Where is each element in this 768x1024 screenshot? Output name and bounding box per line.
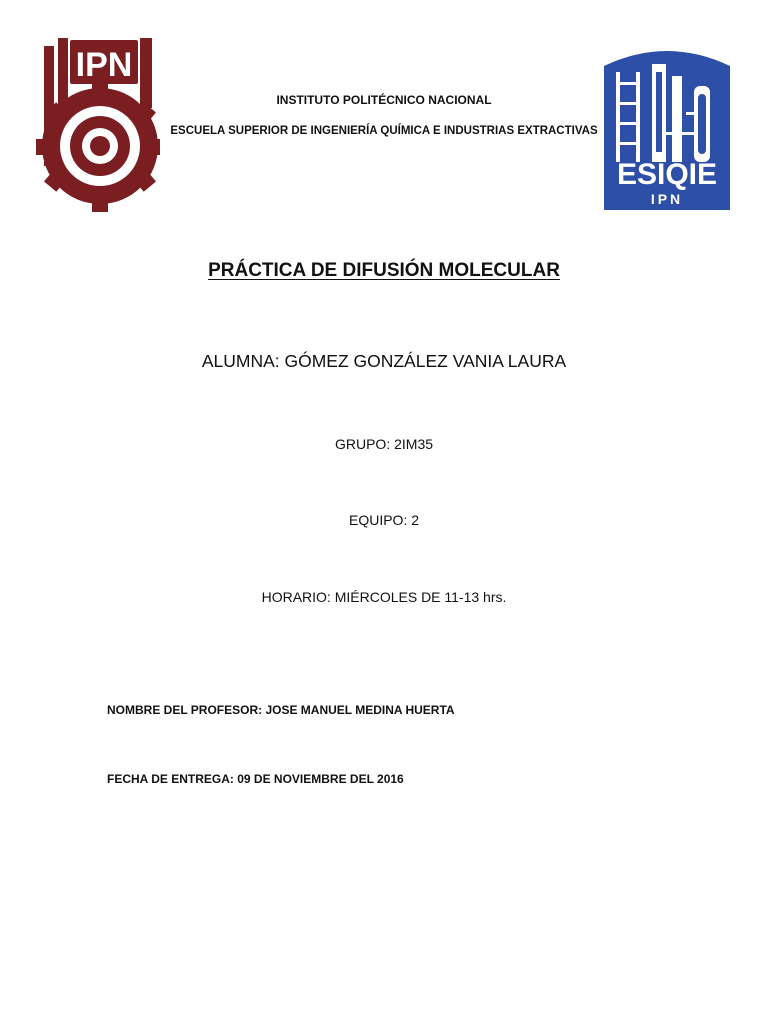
student-name: ALUMNA: GÓMEZ GONZÁLEZ VANIA LAURA xyxy=(201,351,567,371)
delivery-date: FECHA DE ENTREGA: 09 DE NOVIEMBRE DEL 2016 xyxy=(107,772,404,786)
team-label: EQUIPO: 2 xyxy=(348,512,420,528)
schedule-label: HORARIO: MIÉRCOLES DE 11-13 hrs. xyxy=(261,589,507,605)
group-label: GRUPO: 2IM35 xyxy=(334,436,434,452)
school-name: ESCUELA SUPERIOR DE INGENIERÍA QUÍMICA E INDUSTRIAS EXTRACTIVAS xyxy=(170,125,598,137)
esiqie-logo-label: ESIQIE xyxy=(616,158,718,191)
esiqie-logo-sublabel: IPN xyxy=(650,191,684,207)
institution-name: INSTITUTO POLITÉCNICO NACIONAL xyxy=(276,93,492,107)
ipn-logo-label: IPN xyxy=(75,46,133,84)
professor-name: NOMBRE DEL PROFESOR: JOSE MANUEL MEDINA HUERTA xyxy=(107,703,455,717)
document-title: PRÁCTICA DE DIFUSIÓN MOLECULAR xyxy=(208,260,560,281)
